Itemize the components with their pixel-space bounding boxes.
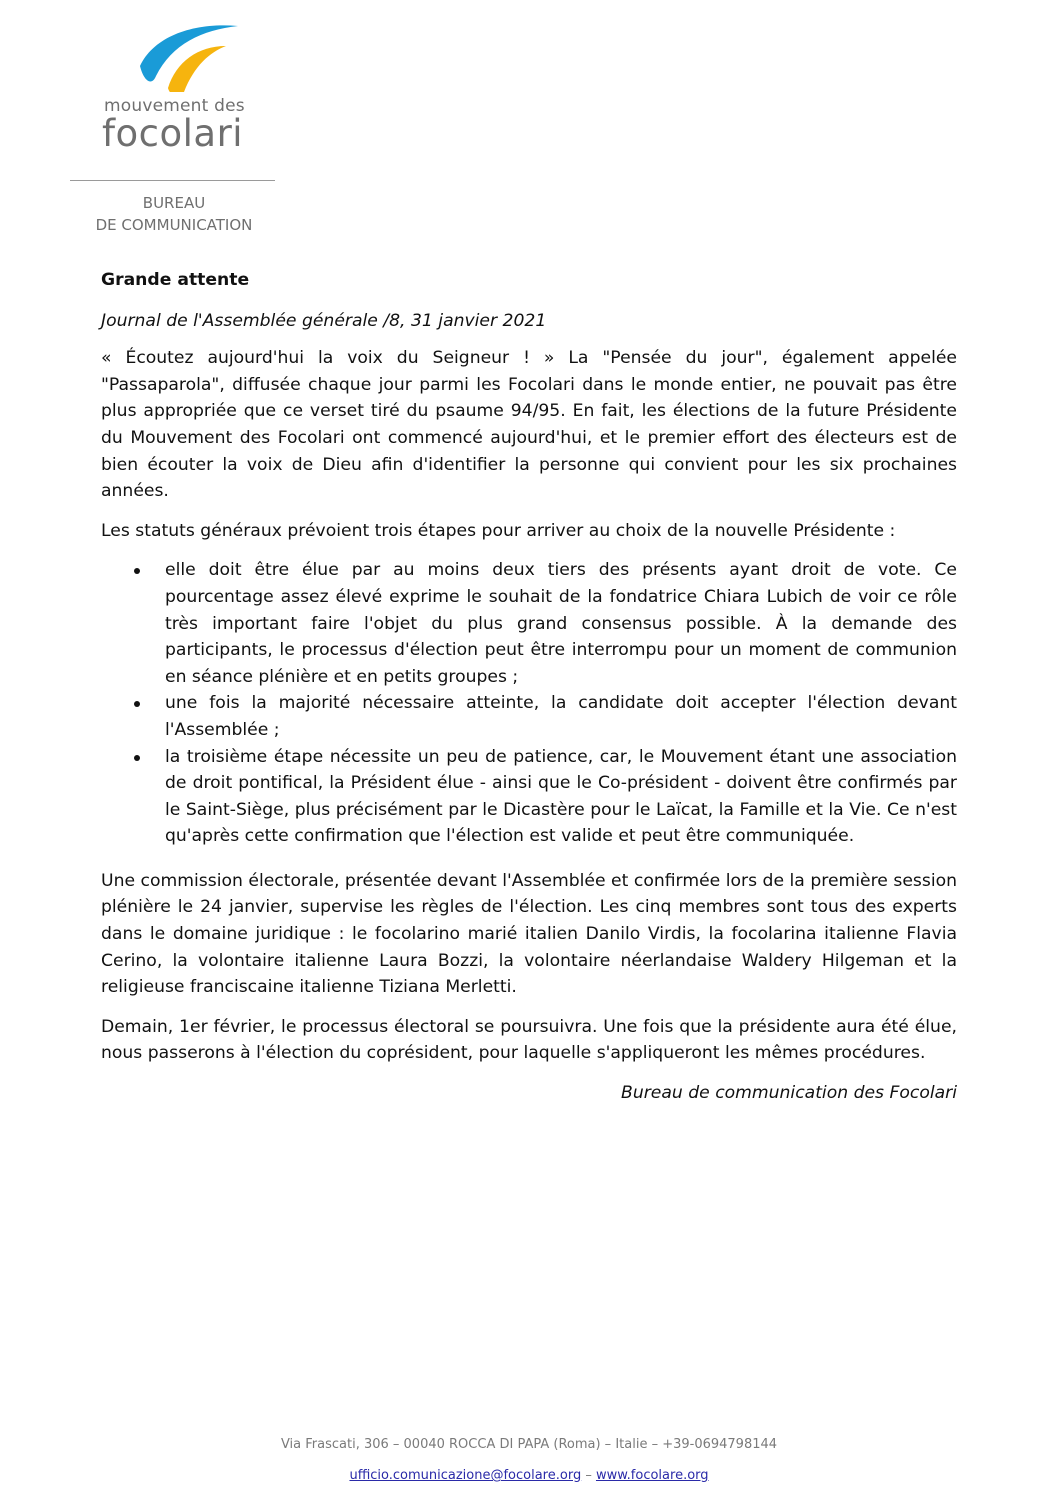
article-subtitle: Journal de l'Assemblée générale /8, 31 janvier 2021 xyxy=(101,310,547,331)
website-link[interactable]: www.focolare.org xyxy=(595,1468,709,1483)
list-item: la troisième étape nécessite un peu de patience, car, le Mouvement étant une association de droit pontifical, la Président élue - ainsi que le Co-président - doivent être confirmés par le Saint-Siège, plus précisément par le Dicastère pour le Laïcat, la Famille et la Vie. Ce n'est qu'après cette confirmation que l'élection est valide et peut être communiquée. xyxy=(101,744,957,850)
article-body xyxy=(101,267,957,1107)
paragraph-commission: Une commission électorale, présentée devant l'Assemblée et confirmée lors de la première session plénière le 24 janvier, supervise les règles de l'élection. Les cinq membres sont tous des experts dans le domaine juridique : le focolarino marié italien Danilo Virdis, la focolarina italienne Flavia Cerino, la volontaire italienne Laura Bozzi, la volontaire néerlandaise Waldery Hilgeman et la religieuse franciscaine italienne Tiziana Merletti. xyxy=(101,870,957,998)
list-item: elle doit être élue par au moins deux tiers des présents ayant droit de vote. Ce pourcentage assez élevé exprime le souhait de la fondatrice Chiara Lubich de voir ce rôle très important faire l'objet du plus grand consensus possible. À la demande des participants, le processus d'élection peut être interrompu pour un moment de communion en séance plénière et en petits groupes ; xyxy=(101,557,957,690)
focolari-logo xyxy=(104,20,254,155)
department-line2: DE COMMUNICATION xyxy=(95,216,253,234)
election-steps-list xyxy=(101,557,957,850)
signature: Bureau de communication des Focolari xyxy=(621,1083,957,1104)
header-divider xyxy=(70,180,275,181)
footer-contacts xyxy=(0,1468,1058,1483)
footer-address: Via Frascati, 306 – 00040 ROCCA DI PAPA (Roma) – Italie – +39-0694798144 xyxy=(280,1437,778,1452)
department-label xyxy=(70,192,278,236)
paragraph-intro: « Écoutez aujourd'hui la voix du Seigneur ! » La "Pensée du jour", également appelée "Passaparola", diffusée chaque jour parmi les Focolari dans le monde entier, ne pouvait pas être plus appropriée que ce verset tiré du psaume 94/95. En fait, les élections de la future Présidente du Mouvement des Focolari ont commencé aujourd'hui, et le premier effort des électeurs est de bien écouter la voix de Dieu afin d'identifier la personne qui convient pour les six prochaines années. xyxy=(101,348,957,502)
paragraph-statutes: Les statuts généraux prévoient trois étapes pour arriver au choix de la nouvelle Présidente : xyxy=(101,520,896,541)
paragraph-tomorrow: Demain, 1er février, le processus électoral se poursuivra. Une fois que la présidente aura été élue, nous passerons à l'élection du coprésident, pour laquelle s'appliqueront les mêmes procédures. xyxy=(101,1016,957,1064)
list-item: une fois la majorité nécessaire atteinte, la candidate doit accepter l'élection devant l'Assemblée ; xyxy=(101,690,957,743)
article-title: Grande attente xyxy=(101,270,250,290)
footer-separator: – xyxy=(581,1468,596,1483)
logo-text-line1: mouvement des xyxy=(104,96,245,116)
logo-text-line2: focolari xyxy=(102,112,244,155)
focolari-flame-icon xyxy=(134,20,244,92)
department-line1: BUREAU xyxy=(142,194,206,212)
email-link[interactable]: ufficio.comunicazione@focolare.org xyxy=(349,1468,582,1483)
